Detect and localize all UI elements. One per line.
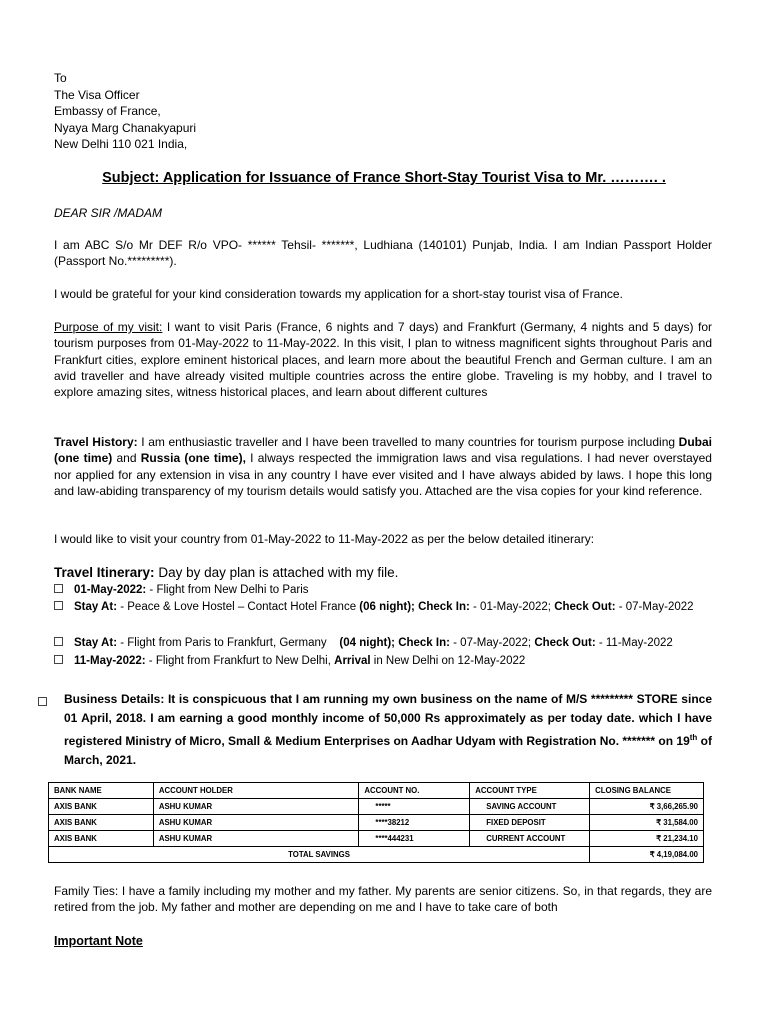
address-line: To — [54, 71, 67, 85]
itinerary-text: - 11-May-2022 — [595, 637, 673, 649]
itinerary-text: - 01-May-2022; — [469, 601, 555, 613]
recipient-address — [54, 70, 196, 153]
checkbox-bullet-icon — [54, 601, 63, 610]
cell-balance: ₹ 21,234.10 — [590, 831, 704, 847]
purpose-paragraph — [54, 319, 712, 400]
itinerary-item — [54, 635, 712, 651]
business-details — [38, 690, 712, 767]
table-header-row — [49, 783, 704, 799]
cell-balance: ₹ 31,584.00 — [590, 815, 704, 831]
itinerary-date: 01-May-2022: — [74, 584, 147, 596]
subject-line — [0, 170, 768, 186]
itinerary-label: Check Out: — [554, 601, 616, 613]
itinerary-label: Arrival — [334, 655, 371, 667]
address-line: The Visa Officer — [54, 87, 140, 102]
itinerary-label: Check Out: — [534, 637, 596, 649]
cell-account-no: ****38212 — [359, 815, 470, 831]
address-line: New Delhi 110 021 India, — [54, 137, 188, 151]
itinerary-text: - 07-May-2022 — [615, 601, 694, 613]
salutation: DEAR SIR /MADAM — [54, 206, 163, 220]
visit-dates-paragraph: I would like to visit your country from 01-May-2022 to 11-May-2022 as per the below detailed itinerary: — [54, 532, 595, 546]
header-account-holder: ACCOUNT HOLDER — [153, 783, 359, 799]
itinerary-heading — [54, 565, 398, 580]
itinerary-text: - 07-May-2022; — [449, 637, 535, 649]
header-closing-balance: CLOSING BALANCE — [590, 783, 704, 799]
family-ties-paragraph: Family Ties: I have a family including my mother and my father. My parents are senior citizens. So, in that regards, they are retired from the job. My father and mother are depending on me and I have to take care of both — [54, 884, 712, 915]
header-bank-name: BANK NAME — [49, 783, 154, 799]
table-row — [49, 815, 704, 831]
bank-accounts-table — [48, 782, 704, 863]
itinerary-text: - Flight from Frankfurt to New Delhi, — [145, 655, 335, 667]
purpose-label: Purpose of my visit: — [54, 320, 163, 334]
cell-bank: AXIS BANK — [49, 799, 154, 815]
intro-paragraph: I am ABC S/o Mr DEF R/o VPO- ****** Tehsil- *******, Ludhiana (140101) Punjab, India. I am Indian Passport Holder (Passport No.*********). — [54, 238, 712, 269]
checkbox-bullet-icon — [38, 697, 47, 706]
subject-text: Subject: Application for Issuance of France Short-Stay Tourist Visa to Mr. ………. . — [102, 170, 666, 186]
itinerary-text: - Peace & Love Hostel – Contact Hotel France — [117, 601, 360, 613]
travel-history-label: Travel History: — [54, 435, 138, 449]
important-note-heading: Important Note — [54, 934, 143, 948]
itinerary-text: - Flight from Paris to Frankfurt, Germany — [117, 637, 340, 649]
cell-account-no: ***** — [359, 799, 470, 815]
header-account-type: ACCOUNT TYPE — [470, 783, 590, 799]
table-row — [49, 831, 704, 847]
checkbox-bullet-icon — [54, 655, 63, 664]
itinerary-label: Stay At: — [74, 601, 118, 613]
cell-balance: ₹ 3,66,265.90 — [590, 799, 704, 815]
purpose-text: I want to visit Paris (France, 6 nights and 7 days) and Frankfurt (Germany, 4 nights and 5 days) for tourism purposes from 01-May-2022 to 11-May-2022. In this visit, I plan to witness magnificent sights throughout Paris and Frankfurt cities, explore eminent historical places, and learn more about the beautiful French and German culture. I am an avid traveller and have already visited multiple countries across the entire globe. Traveling is my hobby, and I travel to explore amazing sites, witness historical places, and learn about different cultures — [54, 320, 712, 400]
itinerary-item — [54, 653, 712, 669]
cell-account-no: ****444231 — [359, 831, 470, 847]
address-line: Nyaya Marg Chanakyapuri — [54, 120, 197, 135]
itinerary-heading-label: Travel Itinerary: — [54, 565, 155, 580]
itinerary-heading-text: Day by day plan is attached with my file. — [154, 565, 399, 580]
travel-history-paragraph — [54, 434, 712, 499]
address-line: Embassy of France, — [54, 104, 161, 118]
checkbox-bullet-icon — [54, 637, 63, 646]
itinerary-label: (06 night); Check In: — [359, 601, 470, 613]
cell-holder: ASHU KUMAR — [153, 799, 359, 815]
cell-holder: ASHU KUMAR — [153, 815, 359, 831]
cell-account-type: SAVING ACCOUNT — [470, 799, 590, 815]
itinerary-date: 11-May-2022: — [74, 655, 146, 667]
cell-bank: AXIS BANK — [49, 815, 154, 831]
checkbox-bullet-icon — [54, 584, 63, 593]
table-row — [49, 799, 704, 815]
superscript-th: th — [689, 733, 698, 742]
russia-text: Russia (one time), — [140, 451, 246, 466]
itinerary-text: in New Delhi on 12-May-2022 — [370, 655, 526, 667]
travel-history-text-2: I always respected the immigration laws and visa regulations. I had never overstayed nor applied for any extension in visa in any country I have ever visited and I have always abided by laws. I hope this long and law-abiding transparency of my tourism details would satisfy you. Attached are the visa copies for your kind reference. — [54, 451, 712, 498]
travel-history-text: I am enthusiastic traveller and I have been travelled to many countries for tourism purpose including — [137, 435, 679, 449]
header-account-no: ACCOUNT NO. — [359, 783, 470, 799]
cell-account-type: CURRENT ACCOUNT — [470, 831, 590, 847]
business-text-end: of March, 2021. — [64, 734, 712, 767]
request-paragraph: I would be grateful for your kind consideration towards my application for a short-stay tourist visa of France. — [54, 287, 623, 301]
cell-account-type: FIXED DEPOSIT — [470, 815, 590, 831]
and-text: and — [112, 451, 141, 466]
total-savings-value: ₹ 4,19,084.00 — [590, 847, 704, 863]
itinerary-label: (04 night); Check In: — [339, 637, 450, 649]
dubai-text: Dubai (one time) — [54, 435, 713, 466]
itinerary-item — [54, 599, 712, 632]
business-text: Business Details: It is conspicuous that I am running my own business on the name of M/S ********* STORE since 01 April, 2018. I am earning a good monthly income of 50,000 Rs approximately as per today date. which I have registered Ministry of Micro, Small & Medium Enterprises on Aadhar Udyam with Registration No. ******* on 19 — [64, 692, 712, 748]
total-savings-label: TOTAL SAVINGS — [49, 847, 590, 863]
itinerary-item — [54, 582, 712, 598]
cell-holder: ASHU KUMAR — [153, 831, 359, 847]
itinerary-label: Stay At: — [74, 637, 118, 649]
cell-bank: AXIS BANK — [49, 831, 154, 847]
table-total-row — [49, 847, 704, 863]
itinerary-text: - Flight from New Delhi to Paris — [146, 584, 309, 596]
